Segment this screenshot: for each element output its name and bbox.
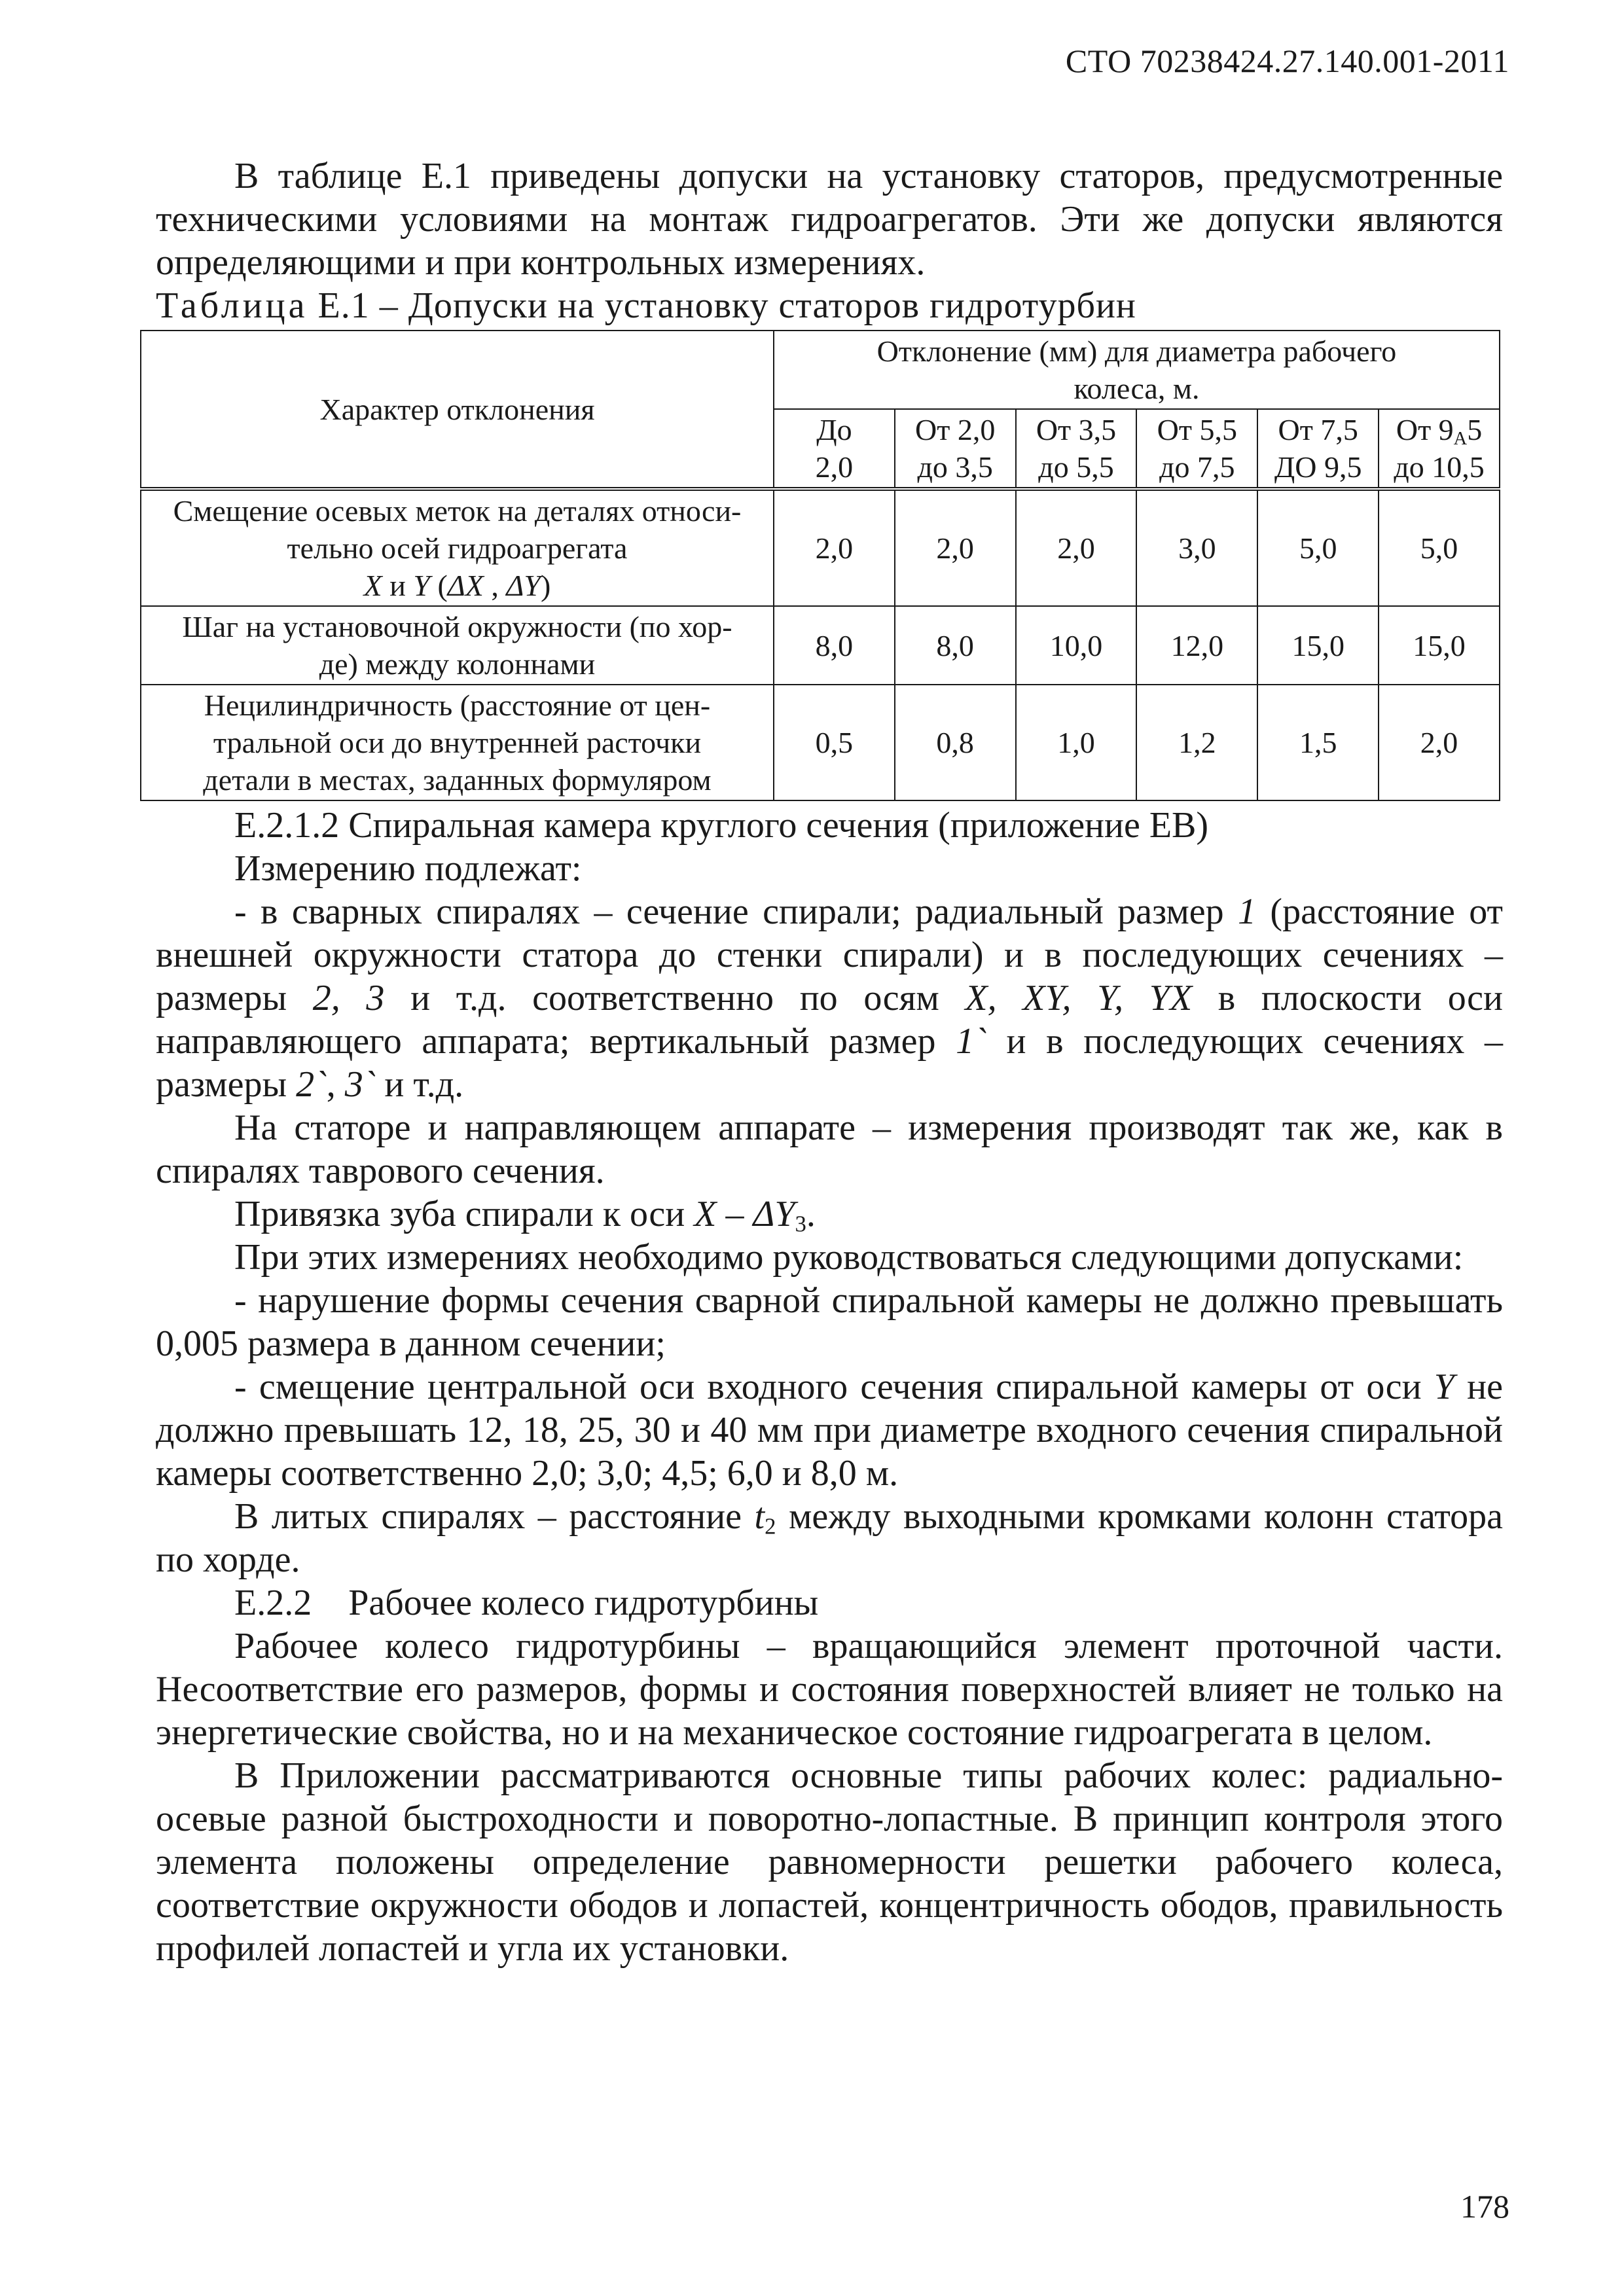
subscript: 3	[795, 1211, 806, 1237]
welded-spiral-paragraph	[156, 890, 1503, 1106]
dimension-var: 2`	[296, 1064, 327, 1105]
row-label-line: Шаг на установочной окружности (по хор-	[182, 610, 732, 643]
col-header-line1: От 2,0	[915, 413, 996, 446]
row-label-line: Смещение осевых меток на деталях относи-	[173, 494, 742, 528]
text-span: (расстояние от внешней окружности статора до стенки спирали) и в последующих сечениях – размеры	[156, 891, 1503, 1018]
row-label-line: Нецилиндричность (расстояние от цен-	[204, 689, 711, 722]
runner-paragraph: Рабочее колесо гидротурбины – вращающийся элемент проточной части. Несоответствие его размеров, формы и состояния поверхностей влияет не только на энергетические свойства, но и на механическое состояние гидроагрегата в целом.	[156, 1626, 1503, 1753]
col-header-line1: От 9	[1396, 413, 1454, 446]
col-header-diameter	[1257, 409, 1379, 489]
row-label-text: (	[429, 569, 448, 602]
row-label-var: Y	[413, 569, 430, 602]
col-header-line2: 2,0	[815, 450, 854, 484]
col-header-line1: От 3,5	[1036, 413, 1117, 446]
table-cell: 5,0	[1257, 489, 1379, 606]
dimension-var: 1	[1238, 891, 1257, 932]
table-cell: 1,5	[1257, 685, 1379, 800]
cast-spiral-paragraph	[156, 1495, 1503, 1581]
table-cell: 10,0	[1016, 606, 1137, 685]
tooth-binding-paragraph	[156, 1193, 1503, 1236]
row-label	[141, 606, 774, 685]
row-label-line: тральной оси до внутренней расточки	[213, 726, 702, 759]
axes-var: X, XY, Y, YX	[965, 978, 1193, 1018]
col-header-line2: до 10,5	[1394, 450, 1485, 484]
text-span: .	[806, 1194, 816, 1234]
axis-var: X – ΔY	[694, 1194, 795, 1234]
row-label-var: ΔY	[506, 569, 541, 602]
document-code: СТО 70238424.27.140.001-2011	[1065, 43, 1509, 79]
row-label-line: тельно осей гидроагрегата	[287, 531, 628, 565]
page-content	[156, 154, 1503, 1970]
row-label	[141, 685, 774, 800]
table-cell: 2,0	[774, 489, 895, 606]
row-label-text: и	[382, 569, 414, 602]
row-label-text: ,	[483, 569, 507, 602]
text-span: В литых спиралях – расстояние	[234, 1496, 755, 1537]
col-header-line2: до 7,5	[1159, 450, 1235, 484]
col-header-line2: до 3,5	[917, 450, 993, 484]
table-cell: 1,0	[1016, 685, 1137, 800]
text-span: не должно превышать 12, 18, 25, 30 и 40 мм при диаметре входного сечения спиральной камеры соответственно 2,0; 3,0; 4,5; 6,0 и 8,0 м.	[156, 1367, 1503, 1494]
col-header-diameter	[1016, 409, 1137, 489]
table-cell: 15,0	[1379, 606, 1500, 685]
table-cell: 2,0	[1016, 489, 1137, 606]
col-header-line2: до 5,5	[1038, 450, 1114, 484]
table-header-row	[141, 331, 1500, 409]
table-cell: 2,0	[1379, 685, 1500, 800]
col-header-line1: От 7,5	[1278, 413, 1358, 446]
text-span: Привязка зуба спирали к оси	[234, 1194, 695, 1234]
col-header-line1: До	[816, 413, 852, 446]
distance-var: t	[754, 1496, 765, 1537]
tolerances-intro: При этих измерениях необходимо руководствоваться следующими допусками:	[234, 1237, 1464, 1278]
table-cell: 0,8	[895, 685, 1016, 800]
table-row	[141, 606, 1500, 685]
col-header-diameter	[774, 409, 895, 489]
col-header-group-line2: колеса, м.	[1074, 372, 1200, 405]
dimension-var: 3`	[344, 1064, 376, 1105]
col-header-line2: ДО 9,5	[1274, 450, 1362, 484]
table-cell: 15,0	[1257, 606, 1379, 685]
col-header-line1: От 5,5	[1157, 413, 1237, 446]
col-header-group	[774, 331, 1500, 409]
row-label	[141, 489, 774, 606]
table-caption	[156, 284, 1503, 327]
col-header-group-line1: Отклонение (мм) для диаметра рабочего	[876, 334, 1397, 368]
row-label-line: де) между колоннами	[319, 647, 596, 681]
dimension-var: 1`	[956, 1021, 986, 1062]
subscript: 2	[765, 1513, 776, 1539]
stator-paragraph: На статоре и направляющем аппарате – измерения производят так же, как в спиралях таврового сечения.	[156, 1107, 1503, 1191]
table-cell: 2,0	[895, 489, 1016, 606]
col-header-line1-tail: 5	[1467, 413, 1483, 446]
row-label-text: )	[541, 569, 551, 602]
col-header-diameter	[895, 409, 1016, 489]
dimension-var: 2, 3	[312, 978, 385, 1018]
row-label-line: детали в местах, заданных формуляром	[203, 763, 712, 797]
tolerance-offset-item	[156, 1365, 1503, 1495]
col-header-subscript: А	[1453, 429, 1468, 450]
text-span: между выходными кромками колонн статора по хорде.	[156, 1496, 1503, 1580]
table-cell: 1,2	[1136, 685, 1257, 800]
table-caption-text: Е.1 – Допуски на установку статоров гидротурбин	[308, 285, 1136, 326]
axis-var: Y	[1434, 1367, 1454, 1407]
table-cell: 12,0	[1136, 606, 1257, 685]
appendix-paragraph: В Приложении рассматриваются основные типы рабочих колес: радиально-осевые разной быстроходности и поворотно-лопастные. В принцип контроля этого элемента положены определение равномерности решетки рабочего колеса, соответствие окружности ободов и лопастей, концентричность ободов, правильность профилей лопастей и угла их установки.	[156, 1755, 1503, 1969]
table-cell: 0,5	[774, 685, 895, 800]
tolerance-shape-item: - нарушение формы сечения сварной спиральной камеры не должно превышать 0,005 размера в данном сечении;	[156, 1280, 1503, 1364]
row-label-var: ΔX	[447, 569, 484, 602]
tolerance-table	[140, 330, 1500, 801]
row-label-var: X	[363, 569, 382, 602]
text-span: и т.д.	[375, 1064, 464, 1105]
table-cell: 3,0	[1136, 489, 1257, 606]
col-header-diameter	[1136, 409, 1257, 489]
table-cell: 8,0	[895, 606, 1016, 685]
section-heading-e222: Е.2.2 Рабочее колесо гидротурбины	[234, 1583, 819, 1623]
text-span: и т.д. соответственно по осям	[384, 978, 965, 1018]
measure-intro: Измерению подлежат:	[234, 848, 582, 889]
section-heading-e2112: Е.2.1.2 Спиральная камера круглого сечения (приложение ЕВ)	[234, 805, 1209, 846]
text-span: ,	[326, 1064, 345, 1105]
table-row	[141, 489, 1500, 606]
page-number: 178	[1460, 2188, 1509, 2225]
col-header-diameter	[1379, 409, 1500, 489]
text-span: в плоскости оси направляющего аппарата; вертикальный размер	[156, 978, 1503, 1062]
col-header-deviation: Характер отклонения	[141, 331, 774, 489]
text-span: - смещение центральной оси входного сечения спиральной камеры от оси	[234, 1367, 1434, 1407]
text-span: и в последующих сечениях – размеры	[156, 1021, 1503, 1105]
table-row	[141, 685, 1500, 800]
text-span: - в сварных спиралях – сечение спирали; радиальный размер	[234, 891, 1238, 932]
table-caption-label: Таблица	[156, 285, 308, 326]
table-cell: 8,0	[774, 606, 895, 685]
intro-paragraph: В таблице Е.1 приведены допуски на установку статоров, предусмотренные техническими условиями на монтаж гидроагрегатов. Эти же допуски являются определяющими и при контрольных измерениях.	[156, 156, 1503, 283]
table-cell: 5,0	[1379, 489, 1500, 606]
